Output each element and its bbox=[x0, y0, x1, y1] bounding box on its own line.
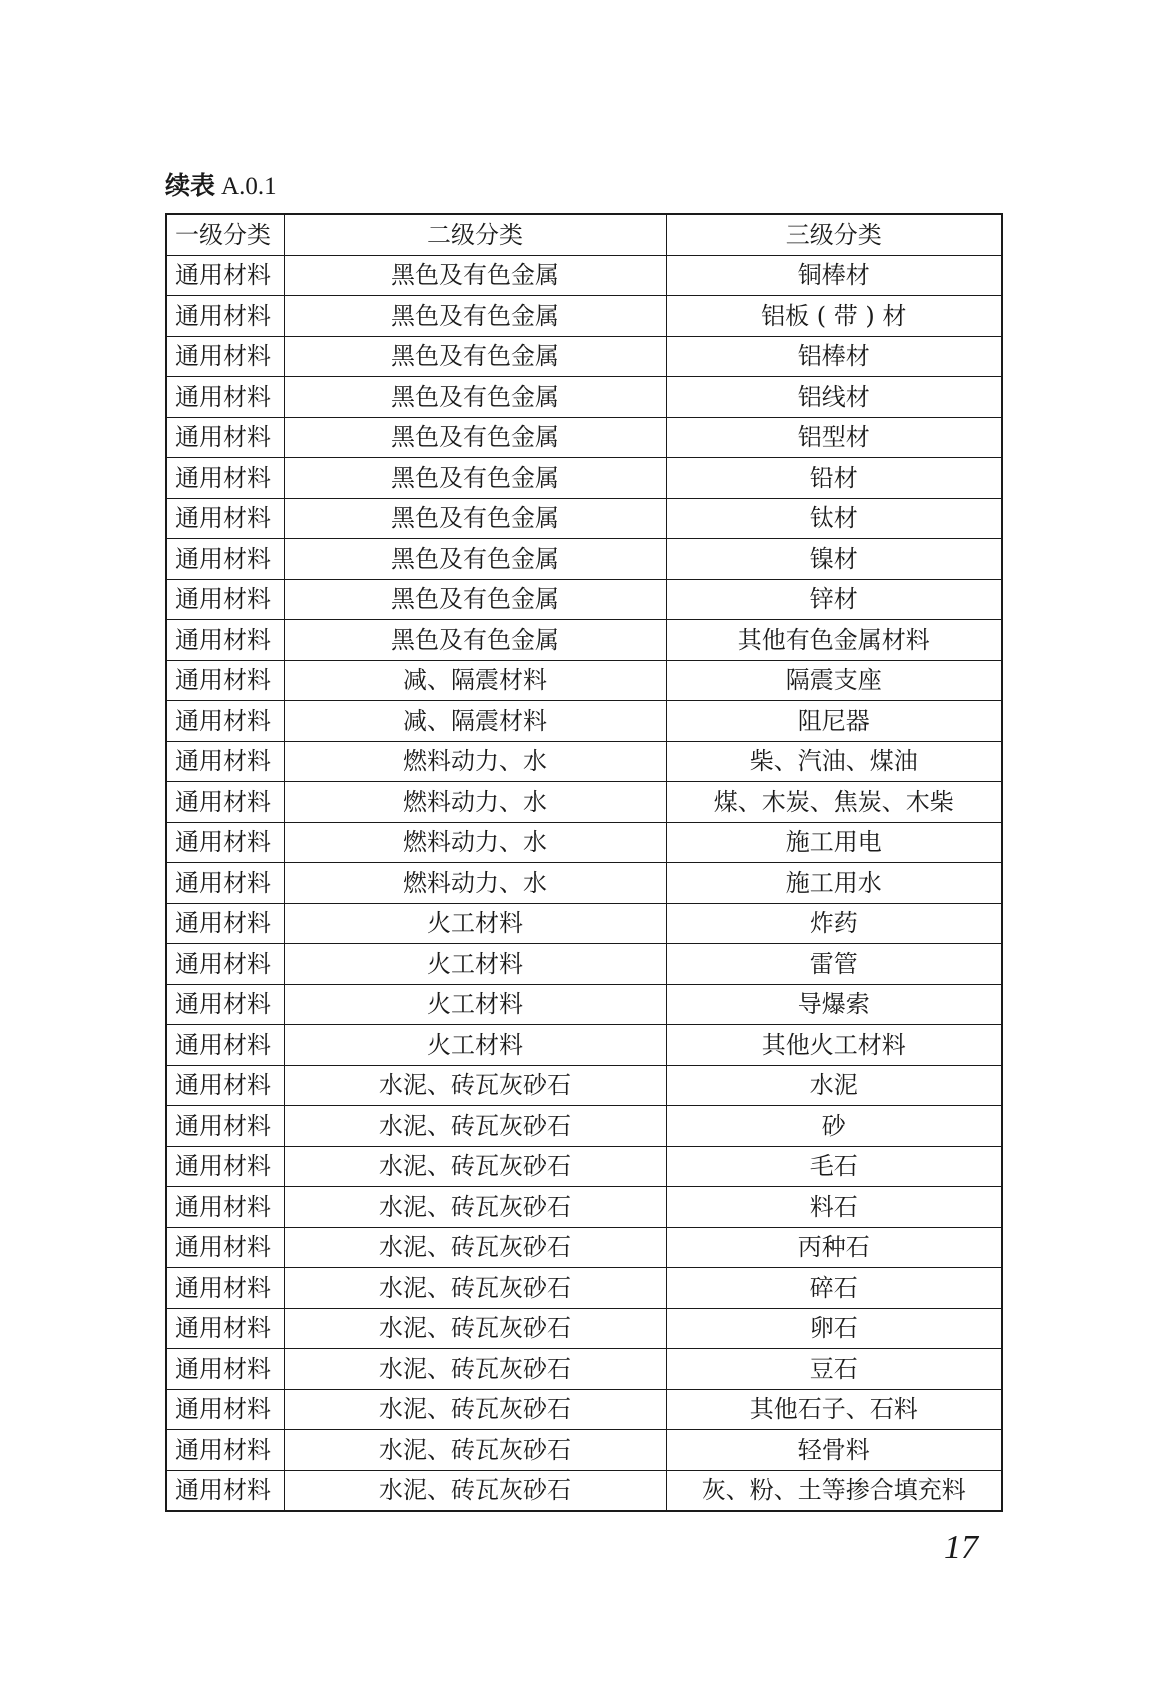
table-header bbox=[166, 214, 1002, 255]
cell-level-1: 通用材料 bbox=[166, 579, 284, 620]
cell-level-3: 煤、木炭、焦炭、木柴 bbox=[666, 782, 1002, 823]
table-row bbox=[166, 1065, 1002, 1106]
table-row bbox=[166, 539, 1002, 580]
table-row bbox=[166, 1470, 1002, 1511]
cell-level-2: 水泥、砖瓦灰砂石 bbox=[284, 1430, 666, 1471]
cell-level-3: 丙种石 bbox=[666, 1227, 1002, 1268]
cell-level-2: 减、隔震材料 bbox=[284, 660, 666, 701]
cell-level-3: 铝棒材 bbox=[666, 336, 1002, 377]
cell-level-1: 通用材料 bbox=[166, 336, 284, 377]
table-row bbox=[166, 944, 1002, 985]
cell-level-1: 通用材料 bbox=[166, 458, 284, 499]
classification-table bbox=[165, 213, 1003, 1512]
cell-level-2: 火工材料 bbox=[284, 984, 666, 1025]
cell-level-2: 水泥、砖瓦灰砂石 bbox=[284, 1308, 666, 1349]
cell-level-1: 通用材料 bbox=[166, 1065, 284, 1106]
table-row bbox=[166, 1430, 1002, 1471]
cell-level-2: 火工材料 bbox=[284, 944, 666, 985]
table-row bbox=[166, 701, 1002, 742]
cell-level-1: 通用材料 bbox=[166, 903, 284, 944]
cell-level-3: 其他火工材料 bbox=[666, 1025, 1002, 1066]
cell-level-3: 豆石 bbox=[666, 1349, 1002, 1390]
table-row bbox=[166, 255, 1002, 296]
cell-level-3: 施工用水 bbox=[666, 863, 1002, 904]
table-row bbox=[166, 417, 1002, 458]
cell-level-2: 水泥、砖瓦灰砂石 bbox=[284, 1349, 666, 1390]
cell-level-1: 通用材料 bbox=[166, 1025, 284, 1066]
cell-level-2: 燃料动力、水 bbox=[284, 863, 666, 904]
cell-level-2: 黑色及有色金属 bbox=[284, 620, 666, 661]
cell-level-3: 料石 bbox=[666, 1187, 1002, 1228]
table-row bbox=[166, 1025, 1002, 1066]
cell-level-3: 锌材 bbox=[666, 579, 1002, 620]
cell-level-2: 火工材料 bbox=[284, 903, 666, 944]
table-row bbox=[166, 377, 1002, 418]
cell-level-3: 轻骨料 bbox=[666, 1430, 1002, 1471]
cell-level-2: 黑色及有色金属 bbox=[284, 539, 666, 580]
cell-level-1: 通用材料 bbox=[166, 1187, 284, 1228]
cell-level-3: 柴、汽油、煤油 bbox=[666, 741, 1002, 782]
cell-level-3: 施工用电 bbox=[666, 822, 1002, 863]
table-row bbox=[166, 903, 1002, 944]
table-row bbox=[166, 579, 1002, 620]
cell-level-2: 火工材料 bbox=[284, 1025, 666, 1066]
cell-level-3: 镍材 bbox=[666, 539, 1002, 580]
cell-level-2: 水泥、砖瓦灰砂石 bbox=[284, 1146, 666, 1187]
cell-level-1: 通用材料 bbox=[166, 620, 284, 661]
table-row bbox=[166, 458, 1002, 499]
cell-level-3: 铝板 ( 带 ) 材 bbox=[666, 296, 1002, 337]
cell-level-1: 通用材料 bbox=[166, 984, 284, 1025]
caption-label: 续表 bbox=[165, 171, 216, 200]
header-row bbox=[166, 214, 1002, 255]
table-row bbox=[166, 1389, 1002, 1430]
table-body bbox=[166, 255, 1002, 1511]
cell-level-1: 通用材料 bbox=[166, 1308, 284, 1349]
cell-level-3: 钛材 bbox=[666, 498, 1002, 539]
cell-level-1: 通用材料 bbox=[166, 539, 284, 580]
cell-level-1: 通用材料 bbox=[166, 1227, 284, 1268]
cell-level-1: 通用材料 bbox=[166, 417, 284, 458]
cell-level-1: 通用材料 bbox=[166, 701, 284, 742]
cell-level-1: 通用材料 bbox=[166, 255, 284, 296]
cell-level-1: 通用材料 bbox=[166, 1106, 284, 1147]
cell-level-1: 通用材料 bbox=[166, 1389, 284, 1430]
table-row bbox=[166, 1268, 1002, 1309]
cell-level-2: 黑色及有色金属 bbox=[284, 377, 666, 418]
cell-level-1: 通用材料 bbox=[166, 944, 284, 985]
header-level-3: 三级分类 bbox=[666, 214, 1002, 255]
cell-level-1: 通用材料 bbox=[166, 377, 284, 418]
table-row bbox=[166, 1187, 1002, 1228]
cell-level-3: 毛石 bbox=[666, 1146, 1002, 1187]
cell-level-2: 黑色及有色金属 bbox=[284, 255, 666, 296]
cell-level-3: 灰、粉、土等掺合填充料 bbox=[666, 1470, 1002, 1511]
cell-level-2: 水泥、砖瓦灰砂石 bbox=[284, 1470, 666, 1511]
cell-level-1: 通用材料 bbox=[166, 1470, 284, 1511]
cell-level-3: 卵石 bbox=[666, 1308, 1002, 1349]
cell-level-1: 通用材料 bbox=[166, 1146, 284, 1187]
cell-level-1: 通用材料 bbox=[166, 1430, 284, 1471]
cell-level-3: 炸药 bbox=[666, 903, 1002, 944]
cell-level-2: 黑色及有色金属 bbox=[284, 579, 666, 620]
cell-level-2: 水泥、砖瓦灰砂石 bbox=[284, 1227, 666, 1268]
table-row bbox=[166, 741, 1002, 782]
cell-level-3: 铝型材 bbox=[666, 417, 1002, 458]
table-row bbox=[166, 782, 1002, 823]
cell-level-2: 水泥、砖瓦灰砂石 bbox=[284, 1106, 666, 1147]
table-row bbox=[166, 1227, 1002, 1268]
cell-level-2: 燃料动力、水 bbox=[284, 782, 666, 823]
header-level-2: 二级分类 bbox=[284, 214, 666, 255]
table-row bbox=[166, 1146, 1002, 1187]
cell-level-2: 水泥、砖瓦灰砂石 bbox=[284, 1187, 666, 1228]
cell-level-1: 通用材料 bbox=[166, 741, 284, 782]
table-row bbox=[166, 822, 1002, 863]
cell-level-3: 其他石子、石料 bbox=[666, 1389, 1002, 1430]
cell-level-3: 导爆索 bbox=[666, 984, 1002, 1025]
cell-level-1: 通用材料 bbox=[166, 822, 284, 863]
table-row bbox=[166, 498, 1002, 539]
cell-level-2: 黑色及有色金属 bbox=[284, 336, 666, 377]
cell-level-1: 通用材料 bbox=[166, 296, 284, 337]
cell-level-1: 通用材料 bbox=[166, 660, 284, 701]
cell-level-1: 通用材料 bbox=[166, 863, 284, 904]
cell-level-3: 隔震支座 bbox=[666, 660, 1002, 701]
page-number: 17 bbox=[944, 1529, 978, 1566]
cell-level-2: 水泥、砖瓦灰砂石 bbox=[284, 1389, 666, 1430]
cell-level-3: 铅材 bbox=[666, 458, 1002, 499]
table-row bbox=[166, 984, 1002, 1025]
cell-level-3: 砂 bbox=[666, 1106, 1002, 1147]
cell-level-3: 铜棒材 bbox=[666, 255, 1002, 296]
cell-level-2: 黑色及有色金属 bbox=[284, 296, 666, 337]
table-row bbox=[166, 296, 1002, 337]
table-row bbox=[166, 863, 1002, 904]
caption-table-number: A.0.1 bbox=[221, 173, 277, 200]
table-row bbox=[166, 1308, 1002, 1349]
cell-level-2: 黑色及有色金属 bbox=[284, 498, 666, 539]
cell-level-3: 碎石 bbox=[666, 1268, 1002, 1309]
cell-level-2: 水泥、砖瓦灰砂石 bbox=[284, 1268, 666, 1309]
cell-level-1: 通用材料 bbox=[166, 1349, 284, 1390]
cell-level-3: 铝线材 bbox=[666, 377, 1002, 418]
cell-level-2: 燃料动力、水 bbox=[284, 741, 666, 782]
cell-level-3: 其他有色金属材料 bbox=[666, 620, 1002, 661]
cell-level-3: 水泥 bbox=[666, 1065, 1002, 1106]
table-row bbox=[166, 1106, 1002, 1147]
table-row bbox=[166, 660, 1002, 701]
cell-level-1: 通用材料 bbox=[166, 498, 284, 539]
table-row bbox=[166, 620, 1002, 661]
cell-level-2: 燃料动力、水 bbox=[284, 822, 666, 863]
cell-level-2: 减、隔震材料 bbox=[284, 701, 666, 742]
cell-level-2: 水泥、砖瓦灰砂石 bbox=[284, 1065, 666, 1106]
cell-level-1: 通用材料 bbox=[166, 782, 284, 823]
cell-level-2: 黑色及有色金属 bbox=[284, 417, 666, 458]
cell-level-3: 雷管 bbox=[666, 944, 1002, 985]
table-row bbox=[166, 336, 1002, 377]
cell-level-1: 通用材料 bbox=[166, 1268, 284, 1309]
table-row bbox=[166, 1349, 1002, 1390]
header-level-1: 一级分类 bbox=[166, 214, 284, 255]
cell-level-2: 黑色及有色金属 bbox=[284, 458, 666, 499]
table-caption bbox=[165, 170, 277, 203]
cell-level-3: 阻尼器 bbox=[666, 701, 1002, 742]
